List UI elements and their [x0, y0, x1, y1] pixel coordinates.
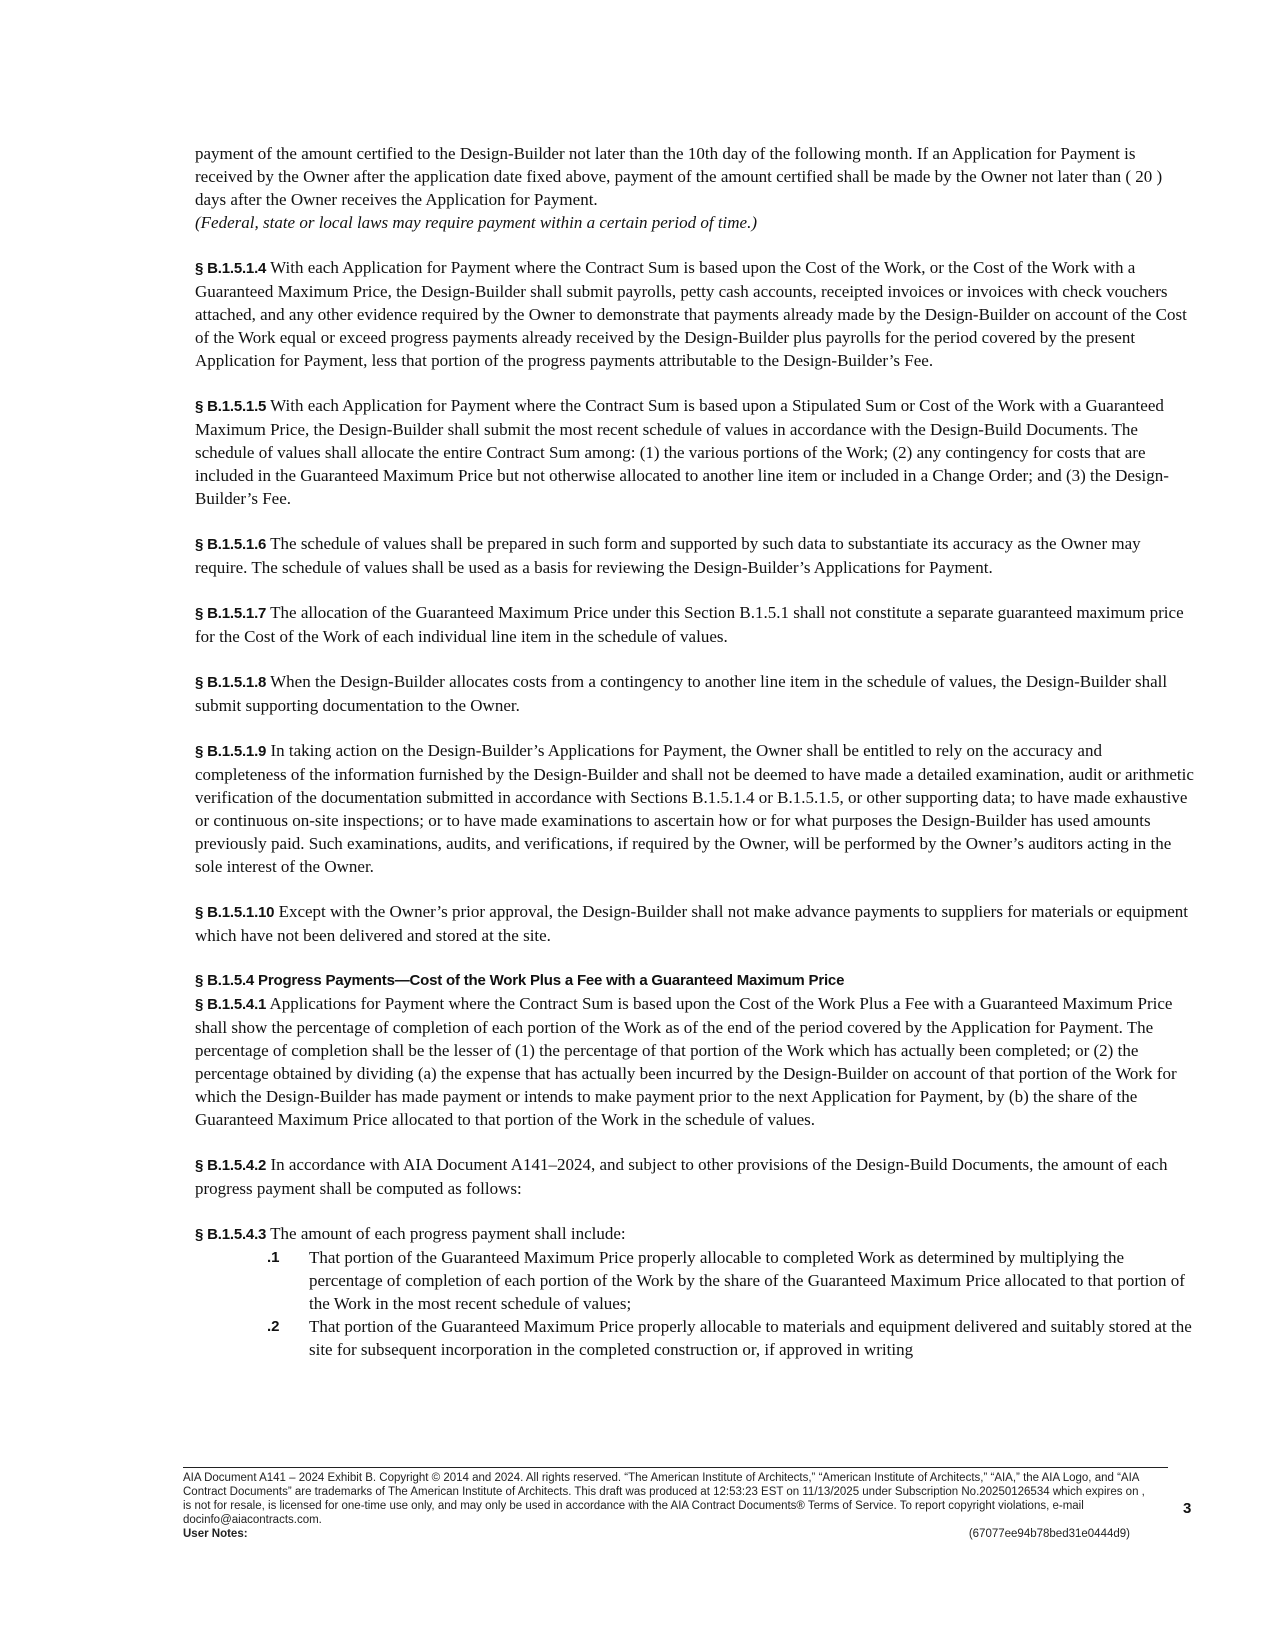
section-text: In taking action on the Design-Builder’s Applications for Payment, the Owner shall be entitled to rely on the accuracy and completeness of the information furnished by the Design-Builder and shall not be deemed to have made a detailed examination, audit or arithmetic verification of the documentation submitted in accordance with Sections B.1.5.1.4 or B.1.5.1.5, or other supporting data; to have made exhaustive or continuous on-site inspections; or to have made examinations to ascertain how or for what purposes the Design-Builder has used amounts previously paid. Such examinations, audits, and verifications, if required by the Owner, will be performed by the Owner’s auditors acting in the sole interest of the Owner.: [195, 741, 1194, 876]
section-label: § B.1.5.1.5: [195, 398, 267, 415]
list-item-number: .2: [267, 1318, 280, 1335]
section-text: The amount of each progress payment shall include:: [270, 1224, 626, 1243]
list-item-text: That portion of the Guaranteed Maximum Price properly allocable to completed Work as determined by multiplying the percentage of completion of each portion of the Work by the share of the Guaranteed Maximum Price allocated to that portion of the Work in the most recent schedule of values;: [309, 1248, 1185, 1313]
section-text: In accordance with AIA Document A141–2024, and subject to other provisions of the Design-Build Documents, the amount of each progress payment shall be computed as follows:: [195, 1155, 1168, 1198]
section-label: § B.1.5.4.3: [195, 1226, 267, 1243]
document-body: [195, 142, 1195, 1361]
note-text: (Federal, state or local laws may require payment within a certain period of time.): [195, 213, 758, 232]
section-text: Except with the Owner’s prior approval, the Design-Builder shall not make advance payments to suppliers for materials or equipment which have not been delivered and stored at the site.: [195, 902, 1188, 945]
section-text: The schedule of values shall be prepared in such form and supported by such data to substantiate its accuracy as the Owner may require. The schedule of values shall be used as a basis for reviewing the Design-Builder’s Applications for Payment.: [195, 534, 1141, 577]
section-label: § B.1.5.1.8: [195, 674, 267, 691]
section-label: § B.1.5.1.9: [195, 743, 267, 760]
section-heading-b-1-5-4: § B.1.5.4 Progress Payments—Cost of the Work Plus a Fee with a Guaranteed Maximum Price: [195, 972, 845, 989]
section-label: § B.1.5.4.2: [195, 1157, 267, 1174]
section-b-1-5-1-5: [195, 394, 1195, 510]
document-hash: (67077ee94b78bed31e0444d9): [968, 1528, 1130, 1540]
list-item-number: .1: [267, 1249, 280, 1266]
section-b-1-5-1-10: [195, 900, 1195, 947]
section-b-1-5-4-1: [195, 992, 1195, 1131]
page-number: 3: [1183, 1500, 1192, 1517]
section-b-1-5-1-6: [195, 532, 1195, 579]
section-label: § B.1.5.1.10: [195, 904, 275, 921]
list-item-text: That portion of the Guaranteed Maximum Price properly allocable to materials and equipment delivered and suitably stored at the site for subsequent incorporation in the completed construction or, if approved in writing: [309, 1317, 1192, 1359]
paragraph-note: [195, 211, 1195, 234]
section-b-1-5-1-4: [195, 256, 1195, 372]
footer-divider: [183, 1467, 1168, 1468]
section-label: § B.1.5.1.4: [195, 260, 267, 277]
copyright-footer: [183, 1471, 1148, 1541]
section-b-1-5-4-3: [195, 1222, 1195, 1246]
section-text: Applications for Payment where the Contract Sum is based upon the Cost of the Work Plus a Fee with a Guaranteed Maximum Price shall show the percentage of completion of each portion of the Work as of the end of the period covered by the Application for Payment. The percentage of completion shall be the lesser of (1) the percentage of that portion of the Work which has actually been completed; or (2) the percentage obtained by dividing (a) the expense that has actually been incurred by the Design-Builder on account of that portion of the Work for which the Design-Builder has made payment or intends to make payment prior to the next Application for Payment, by (b) the share of the Guaranteed Maximum Price allocated to that portion of the Work in the schedule of values.: [195, 994, 1177, 1129]
user-notes-label: User Notes:: [183, 1528, 248, 1540]
section-text: With each Application for Payment where the Contract Sum is based upon the Cost of the Work, or the Cost of the Work with a Guaranteed Maximum Price, the Design-Builder shall submit payrolls, petty cash accounts, receipted invoices or invoices with check vouchers attached, and any other evidence required by the Owner to demonstrate that payments already made by the Design-Builder on account of the Cost of the Work equal or exceed progress payments already received by the Design-Builder plus payrolls for the period covered by the present Application for Payment, less that portion of the progress payments attributable to the Design-Builder’s Fee.: [195, 258, 1187, 370]
footer-text: AIA Document A141 – 2024 Exhibit B. Copyright © 2014 and 2024. All rights reserved. “The American Institute of Architects,” “American Institute of Architects,” “AIA,” the AIA Logo, and “AIA Contract Documents” are trademarks of The American Institute of Architects. This draft was produced at 12:53:23 EST on 11/13/2025 under Subscription No.20250126534 which expires on , is not for resale, is licensed for one-time use only, and may only be used in accordance with the AIA Contract Documents® Terms of Service. To report copyright violations, e-mail docinfo@aiacontracts.com.: [183, 1472, 1145, 1526]
list-item: [195, 1246, 1195, 1315]
paragraph-payment-timing: [195, 142, 1195, 211]
section-b-1-5-1-7: [195, 601, 1195, 648]
section-text: With each Application for Payment where the Contract Sum is based upon a Stipulated Sum or Cost of the Work with a Guaranteed Maximum Price, the Design-Builder shall submit the most recent schedule of values in accordance with the Design-Build Documents. The schedule of values shall allocate the entire Contract Sum among: (1) the various portions of the Work; (2) any contingency for costs that are included in the Guaranteed Maximum Price but not otherwise allocated to another line item or included in a Change Order; and (3) the Design-Builder’s Fee.: [195, 396, 1169, 508]
section-label: § B.1.5.1.7: [195, 605, 267, 622]
section-label: § B.1.5.1.6: [195, 536, 267, 553]
list-item: [195, 1315, 1195, 1361]
paragraph-text: payment of the amount certified to the Design-Builder not later than the 10th day of the following month. If an Application for Payment is received by the Owner after the application date fixed above, payment of the amount certified shall be made by the Owner not later than ( 20 ) days after the Owner receives the Application for Payment.: [195, 144, 1163, 209]
section-b-1-5-1-8: [195, 670, 1195, 717]
section-label: § B.1.5.4.1: [195, 996, 267, 1013]
section-b-1-5-4-2: [195, 1153, 1195, 1200]
section-b-1-5-1-9: [195, 739, 1195, 878]
section-text: When the Design-Builder allocates costs from a contingency to another line item in the schedule of values, the Design-Builder shall submit supporting documentation to the Owner.: [195, 672, 1168, 715]
section-text: The allocation of the Guaranteed Maximum Price under this Section B.1.5.1 shall not constitute a separate guaranteed maximum price for the Cost of the Work of each individual line item in the schedule of values.: [195, 603, 1184, 646]
